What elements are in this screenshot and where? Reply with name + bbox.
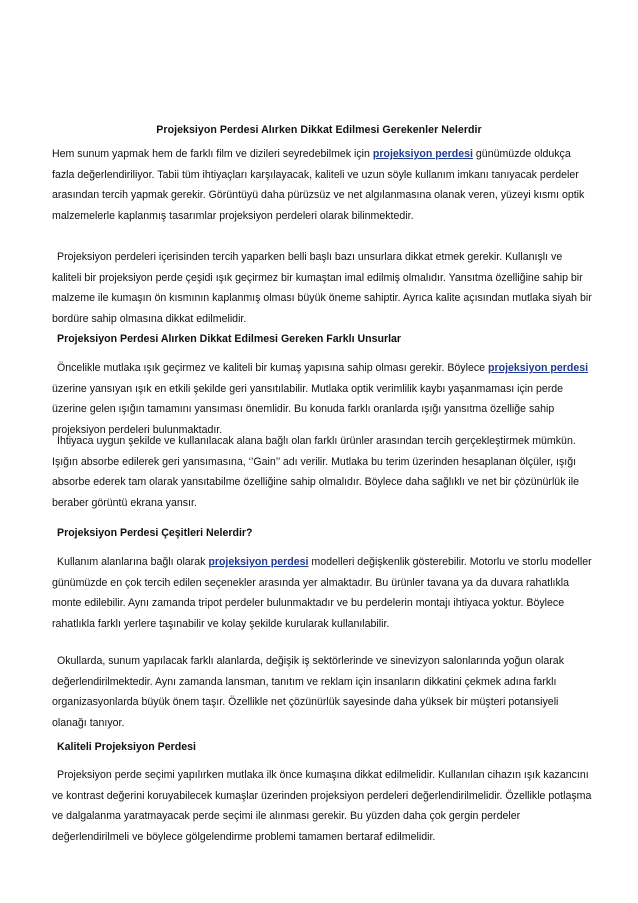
paragraph-3 xyxy=(52,358,592,440)
paragraph-text: İhtiyaca uygun şekilde ve kullanılacak alana bağlı olan farklı ürünler arasından tercih gerçekleştirmek mümkün. Işığın absorbe edilerek geri yansımasına, ‘’Gain’’ adı verilir. Mutlaka bu terim üzerinden hesaplanan ölçüler, ışığı absorbe ederek tam olarak yansıtabilme özelliğine sahip olmalıdır. Böylece daha sağlıklı ve net bir çözünürlük ile beraber görüntü ekrana yansır. xyxy=(52,435,580,509)
projeksiyon-perdesi-link[interactable]: projeksiyon perdesi xyxy=(372,148,473,160)
paragraph-7 xyxy=(52,765,592,847)
document-title: Projeksiyon Perdesi Alırken Dikkat Edilmesi Gerekenler Nelerdir xyxy=(156,124,482,136)
section-heading: Kaliteli Projeksiyon Perdesi xyxy=(57,741,196,753)
heading-cesitleri xyxy=(52,523,592,543)
paragraph-text: modelleri değişkenlik gösterebilir. Motorlu ve storlu modeller günümüzde en çok tercih edilen seçenekler arasında yer almaktadır. Bu ürünler tavana ya da duvara rahatlıkla monte edilebilir. Aynı zamanda tripot perdeler bulunmaktadır ve bu perdelerin montajı ihtiyaca yoktur. Böylece rahatlıkla farklı yerlere taşınabilir ve kolay şekilde kurularak kullanılabilir. xyxy=(52,556,592,630)
paragraph-text: Projeksiyon perde seçimi yapılırken mutlaka ilk önce kumaşına dikkat edilmelidir. Kullanılan cihazın ışık kazancını ve kontrast değerini koruyabilecek kumaşlar üzerinden projeksiyon perdeleri değerlendirilmelidir. Özellikle potlaşma ve dalgalanma yaratmayacak perde seçimi ile alınması gerekir. Bu yüzden daha çok gergin perdeler değerlendirilmeli ve böylece gölgelendirme problemi tamamen bertaraf edilmelidir. xyxy=(52,769,592,843)
paragraph-text: Hem sunum yapmak hem de farklı film ve dizileri seyredebilmek için xyxy=(52,148,373,160)
section-heading: Projeksiyon Perdesi Alırken Dikkat Edilmesi Gereken Farklı Unsurlar xyxy=(57,333,402,345)
section-heading: Projeksiyon Perdesi Çeşitleri Nelerdir? xyxy=(57,527,253,539)
paragraph-text: Okullarda, sunum yapılacak farklı alanlarda, değişik iş sektörlerinde ve sinevizyon salonlarında yoğun olarak değerlendirilmektedir. Aynı zamanda lansman, tanıtım ve reklam için insanların dikkatini çekmek adına farklı organizasyonlarda büyük önem taşır. Özellikle net çözünürlük sayesinde daha yüksek bir müşteri potansiyeli olanağı tanıyor. xyxy=(52,655,564,729)
paragraph-text: günümüzde oldukça fazla değerlendiriliyor. Tabii tüm ihtiyaçları karşılayacak, kaliteli ve uzun söyle kullanım imkanı tanıyacak perdeler arasından tercih yapmak gerekir. Görüntüyü daha pürüzsüz ve net algılanmasına olanak veren, yüzeyi kısmı optik malzemelerle kaplanmış tasarımlar projeksiyon perdeleri olarak bilinmektedir. xyxy=(52,148,585,222)
paragraph-6 xyxy=(52,651,592,733)
heading-unsurlar xyxy=(52,329,592,349)
heading-kaliteli xyxy=(52,737,592,757)
paragraph-4 xyxy=(52,431,592,513)
paragraph-text: Öncelikle mutlaka ışık geçirmez ve kaliteli bir kumaş yapısına sahip olması gerekir. Böylece xyxy=(57,362,488,374)
paragraph-text: üzerine yansıyan ışık en etkili şekilde geri yansıtılabilir. Mutlaka optik verimlilik kaybı yaşanmaması için perde üzerine gelen ışığın tamamını yansıması önemlidir. Bu konuda farklı oranlarda ışığı yansıtma özelliğe sahip projeksiyon perdeleri bulunmaktadır. xyxy=(52,382,564,436)
paragraph-text: Kullanım alanlarına bağlı olarak xyxy=(57,556,209,568)
projeksiyon-perdesi-link[interactable]: projeksiyon perdesi xyxy=(488,362,589,374)
paragraph-intro xyxy=(52,144,592,226)
paragraph-text: Projeksiyon perdeleri içerisinden tercih yaparken belli başlı bazı unsurlara dikkat etmek gerekir. Kullanışlı ve kaliteli bir projeksiyon perde çeşidi ışık geçirmez bir kumaştan imal edilmiş olmalıdır. Yansıtma özelliğine sahip bir malzeme ile kumaşın ön kısmının kaplanmış olması büyük öneme sahiptir. Ayrıca kalite açısından mutlaka siyah bir bordüre sahip olmasına dikkat edilmelidir. xyxy=(52,251,592,325)
paragraph-2 xyxy=(52,247,592,329)
projeksiyon-perdesi-link[interactable]: projeksiyon perdesi xyxy=(208,556,309,568)
paragraph-5 xyxy=(52,552,592,634)
